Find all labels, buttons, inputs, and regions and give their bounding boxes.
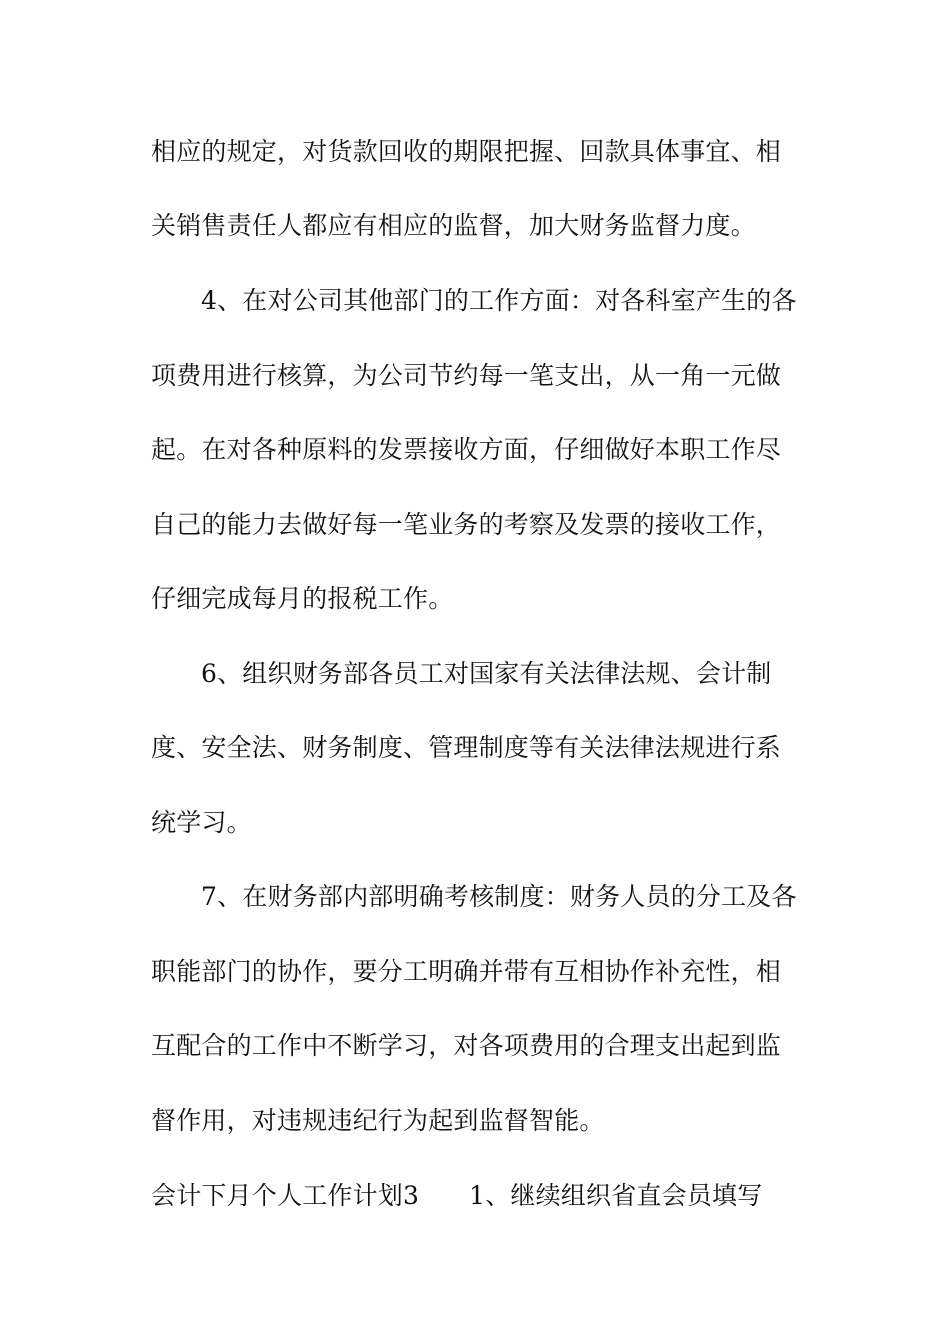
section-first-item: 1、继续组织省直会员填写 xyxy=(469,1181,763,1210)
final-line xyxy=(151,1181,811,1211)
text-line: 仔细完成每月的报税工作。 xyxy=(151,584,454,613)
text-line: 项费用进行核算，为公司节约每一笔支出，从一角一元做 xyxy=(151,361,782,390)
text-line: 自己的能力去做好每一笔业务的考察及发票的接收工作， xyxy=(151,510,782,539)
text-line: 4、在对公司其他部门的工作方面：对各科室产生的各 xyxy=(201,286,797,315)
text-line: 互配合的工作中不断学习，对各项费用的合理支出起到监 xyxy=(151,1031,782,1060)
text-line: 职能部门的协作，要分工明确并带有互相协作补充性，相 xyxy=(151,957,782,986)
section-heading: 会计下月个人工作计划3 xyxy=(151,1181,420,1210)
text-line: 度、安全法、财务制度、管理制度等有关法律法规进行系 xyxy=(151,733,782,762)
text-line: 7、在财务部内部明确考核制度：财务人员的分工及各 xyxy=(201,882,797,911)
text-line: 关销售责任人都应有相应的监督，加大财务监督力度。 xyxy=(151,211,756,240)
text-line: 6、组织财务部各员工对国家有关法律法规、会计制 xyxy=(201,659,772,688)
text-line: 统学习。 xyxy=(151,808,252,837)
text-line: 督作用，对违规违纪行为起到监督智能。 xyxy=(151,1106,605,1135)
text-line: 起。在对各种原料的发票接收方面，仔细做好本职工作尽 xyxy=(151,435,782,464)
text-line: 相应的规定，对货款回收的期限把握、回款具体事宜、相 xyxy=(151,137,782,166)
